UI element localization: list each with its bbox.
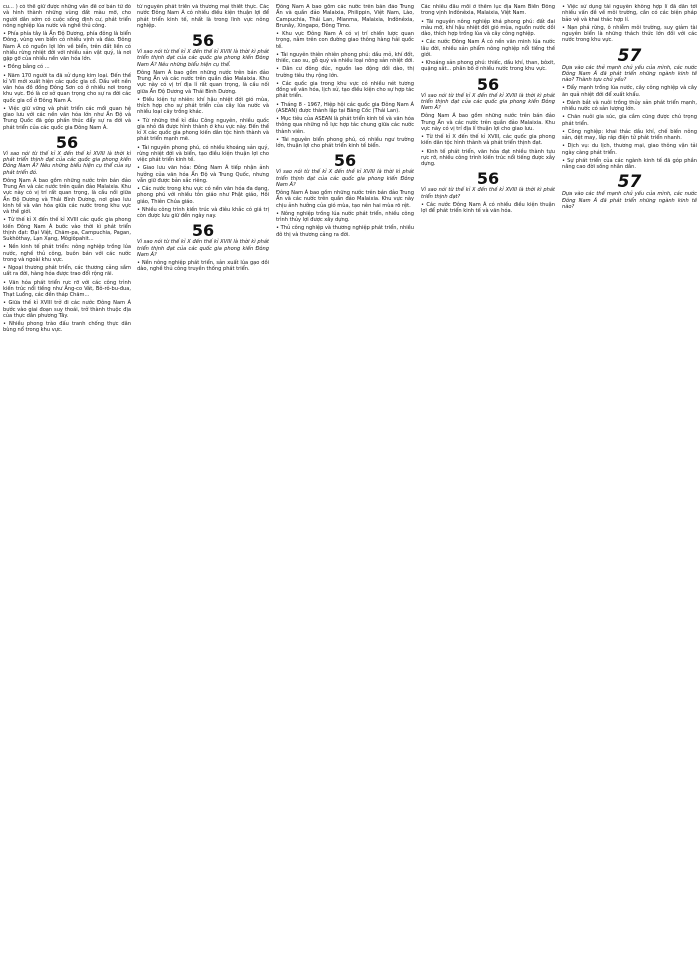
paragraph: • Điều kiện tự nhiên: khí hậu nhiệt đới gió mùa, thích hợp cho sự phát triển của cây lúa nước và nhiều loại cây trồng khác.	[137, 96, 269, 116]
paragraph: • Tài nguyên phong phú, có nhiều khoáng sản quý, rừng nhiệt đới và biển, tạo điều kiện thuận lợi cho việc phát triển kinh tế.	[137, 144, 269, 163]
paragraph: • Từ những thế kỉ đầu Công nguyên, nhiều quốc gia nhỏ đã được hình thành ở khu vực này. Đến thế kỉ X các quốc gia phong kiến dân tộc hình thành và phát triển mạnh mẽ.	[137, 117, 269, 143]
question-number: 56	[191, 221, 215, 241]
paragraph: • Nền kinh tế phát triển: nông nghiệp trồng lúa nước, nghề thủ công, buôn bán với các nước trong và ngoài khu vực.	[3, 244, 131, 263]
text-column-5	[562, 4, 697, 956]
paragraph: • Phía phía tây là Ấn Độ Dương, phía đông là biển Đông, vùng ven biển có nhiều vịnh và đảo. Đông Nam Á có nguồn lợi lớn về biển, trên đất liền có nhiều rừng nhiệt đới với nhiều sản vật quý, là nơi gặp gỡ của nhiều nền văn hóa lớn.	[3, 31, 131, 62]
question-number: 57	[617, 172, 642, 193]
paragraph: • Các nước Đông Nam Á có nền văn minh lúa nước lâu đời, nhiều sản phẩm nông nghiệp nổi tiếng thế giới.	[421, 39, 555, 58]
paragraph: • Nhiều công trình kiến trúc và điêu khắc có giá trị còn được lưu giữ đến ngày nay.	[137, 206, 269, 219]
paragraph: • Khu vực Đông Nam Á có vị trí chiến lược quan trọng, nằm trên con đường giao thông hàng hải quốc tế.	[276, 31, 414, 50]
paragraph: • Các quốc gia trong khu vực có nhiều nét tương đồng về văn hóa, lịch sử, tạo điều kiện cho sự hợp tác phát triển.	[276, 80, 414, 100]
paragraph: từ nguyên phát triển và thương mại thiết thực. Các nước Đông Nam Á có nhiều điều kiện thuận lợi để phát triển kinh tế, nhất là trong lĩnh vực nông nghiệp.	[137, 4, 269, 29]
paragraph: • Tài nguyên thiên nhiên phong phú: dầu mỏ, khí đốt, thiếc, cao su, gỗ quý và nhiều loại nông sản nhiệt đới.	[276, 51, 414, 64]
paragraph: • Chăn nuôi gia súc, gia cầm cũng được chú trọng phát triển.	[562, 114, 697, 127]
question-number: 56	[333, 151, 357, 171]
text-column-3	[276, 4, 414, 956]
question-number: 56	[476, 74, 500, 94]
paragraph: • Việc giữ vững và phát triển các mối quan hệ giao lưu với các nền văn hóa lớn như Ấn Độ và Trung Quốc đã góp phần thúc đẩy sự ra đời và phát triển của các quốc gia Đông Nam Á.	[3, 105, 131, 131]
paragraph: • Từ thế kỉ X đến thế kỉ XVIII, các quốc gia phong kiến dân tộc hình thành và phát triển thịnh đạt.	[421, 134, 555, 147]
paragraph: Đông Nam Á bao gồm những nước trên bán đảo Trung Ấn và các nước trên quần đảo Malaixia. Khu vực này có vị trí địa lí thuận lợi cho giao lưu.	[421, 113, 555, 132]
paragraph: • Các nước Đông Nam Á có nhiều điều kiện thuận lợi để phát triển kinh tế và văn hóa.	[421, 201, 555, 214]
paragraph: • Nhiều phong trào đấu tranh chống thực dân bùng nổ trong khu vực.	[3, 321, 131, 334]
question-text: Dựa vào các thẻ mạnh chủ yếu của mình, các nước Đông Nam Á đã phát triển những ngành kinh tế nào? Thành tựu chủ yếu?	[562, 64, 697, 83]
paragraph: Đông Nam Á bao gồm những nước trên bán đảo Trung Ấn và các nước trên quần đảo Malaixia. Khu vực này có vị trí rất quan trọng, là cầu nối giữa Ấn Độ Dương và Thái Bình Dương, nơi giao lưu kinh tế và văn hóa giữa các nước trong khu vực và thế giới.	[3, 177, 131, 215]
paragraph: • Văn hóa phát triển rực rỡ với các công trình kiến trúc nổi tiếng như Ăng-co Vát, Bô-rô-bu-đua, Thạt Luổng, các đền tháp Chăm...	[3, 279, 131, 298]
question-number: 57	[617, 45, 642, 66]
paragraph: • Nạn phá rừng, ô nhiễm môi trường, suy giảm tài nguyên biển là những thách thức lớn đối với các nước trong khu vực.	[562, 24, 697, 44]
paragraph: • Năm 170 người ta đã sử dụng kim loại. Đến thế kỉ VII mới xuất hiện các quốc gia cổ. Dấu vết nền văn hóa đồ đồng Đông Sơn có ở nhiều nơi trong khu vực. Đó là cơ sở quan trọng cho sự ra đời các quốc gia cổ ở Đông Nam Á.	[3, 72, 131, 104]
paragraph: • Tháng 8 - 1967, Hiệp hội các quốc gia Đông Nam Á (ASEAN) được thành lập tại Băng Cốc (Thái Lan).	[276, 101, 414, 114]
paragraph: • Kinh tế phát triển, văn hóa đạt nhiều thành tựu rực rỡ, nhiều công trình kiến trúc nổi tiếng được xây dựng.	[421, 148, 555, 167]
question-text: Vì sao nói từ thế kỉ X đến thế kỉ XVIII là thời kì phát triển thịnh đạt của các quốc gia phong kiến Đông Nam Á?	[421, 92, 555, 111]
question-text: Vì sao nói từ thế kỉ X đến thế kỉ XVIII là thời kì phát triển thịnh đạt của các quốc gia phong kiến Đông Nam Á?	[137, 239, 269, 258]
text-column-4	[421, 4, 555, 956]
paragraph: • Các nước trong khu vực có nền văn hóa đa dạng, phong phú với nhiều tôn giáo như Phật giáo, Hồi giáo, Thiên Chúa giáo.	[137, 186, 269, 205]
paragraph: • Dịch vụ: du lịch, thương mại, giao thông vận tải ngày càng phát triển.	[562, 143, 697, 156]
paragraph: • Thủ công nghiệp và thương nghiệp phát triển, nhiều đô thị và thương cảng ra đời.	[276, 225, 414, 238]
paragraph: Đông Nam Á bao gồm những nước trên bán đảo Trung Ấn và các nước trên quần đảo Malaixia. Khu vực này có vị trí địa lí rất quan trọng, là cầu nối giữa Ấn Độ Dương và Thái Bình Dương.	[137, 69, 269, 95]
paragraph: • Tài nguyên biển phong phú, có nhiều ngư trường lớn, thuận lợi cho phát triển kinh tế biển.	[276, 136, 414, 149]
paragraph: • Dân cư đông đúc, nguồn lao động dồi dào, thị trường tiêu thụ rộng lớn.	[276, 66, 414, 79]
paragraph: • Sự phát triển của các ngành kinh tế đã góp phần nâng cao đời sống nhân dân.	[562, 157, 697, 170]
paragraph: • Đồng bằng có ...	[3, 64, 50, 71]
paragraph: • Tài nguyên nông nghiệp khá phong phú: đất đai màu mỡ, khí hậu nhiệt đới gió mùa, nguồn nước dồi dào, thích hợp trồng lúa và cây công nghiệp.	[421, 18, 555, 37]
paragraph: • Khoáng sản phong phú: thiếc, dầu khí, than, bôxit, quặng sắt... phân bố ở nhiều nước trong khu vực.	[421, 60, 555, 73]
question-text: Dựa vào các thế mạnh chủ yếu của mình, các nước Đông Nam Á đã phát triển những ngành kinh tế nào?	[562, 191, 697, 210]
paragraph: Các nhiều đầu mối ở thềm lục địa Nam Biển Đông trong vịnh Inđônêxia, Malaixia, Việt Nam.	[421, 4, 555, 17]
question-text: Vì sao nói từ thế kỉ X đến thế kỉ XVIII là thời kì phát triển thịnh đạt của các quốc gia phong kiến Đông Nam Á?	[276, 169, 414, 188]
paragraph: • Đẩy mạnh trồng lúa nước, cây công nghiệp và cây ăn quả nhiệt đới để xuất khẩu.	[562, 85, 697, 98]
paragraph: • Nền nông nghiệp phát triển, sản xuất lúa gạo dồi dào, nghề thủ công truyền thống phát triển.	[137, 260, 269, 273]
paragraph: • Nông nghiệp trồng lúa nước phát triển, nhiều công trình thủy lợi được xây dựng.	[276, 210, 414, 223]
paragraph: • Việc sử dụng tài nguyên không hợp lí đã dẫn tới nhiều vấn đề về môi trường, cần có các biện pháp bảo vệ và khai thác hợp lí.	[562, 4, 697, 23]
paragraph: • Ngoại thương phát triển, các thương cảng sầm uất ra đời, hàng hóa được trao đổi rộng rãi.	[3, 265, 131, 278]
question-text: Vì sao nói từ thế kỉ X đến thế kỉ XVIII là thời kì phát triển thịnh đạt của các quốc gia phong kiến Đông Nam Á? Nêu những biểu hiện cụ thể.	[137, 49, 269, 68]
paragraph: • Đánh bắt và nuôi trồng thủy sản phát triển mạnh, nhiều nước có sản lượng lớn.	[562, 99, 697, 112]
question-text: Vì sao nói từ thế kỉ X đến thế kỉ XVIII là thời kì phát triển thịnh đạt?	[421, 187, 555, 200]
paragraph: Đông Nam Á bao gồm các nước trên bán đảo Trung Ấn và quần đảo Malaixia, Philippin, Việt Nam, Lào, Campuchia, Thái Lan, Mianma, Malaixia, Inđônêxia, Brunây, Xingapo, Đông Timo.	[276, 4, 414, 29]
question-number: 56	[191, 31, 215, 50]
paragraph: • Công nghiệp: khai thác dầu khí, chế biến nông sản, dệt may, lắp ráp điện tử phát triển nhanh.	[562, 128, 697, 141]
paragraph: cu... ) có thể giữ được những vấn đề cơ bản từ đó và hình thành những vùng đất màu mỡ, cho người dân sớm có cuộc sống định cư, phát triển nông nghiệp lúa nước và nghề thủ công.	[3, 4, 131, 29]
text-column-1	[3, 4, 131, 956]
paragraph: • Giao lưu văn hóa: Đông Nam Á tiếp nhận ảnh hưởng của văn hóa Ấn Độ và Trung Quốc, nhưng vẫn giữ được bản sắc riêng.	[137, 165, 269, 184]
paragraph: • Mục tiêu của ASEAN là phát triển kinh tế và văn hóa thông qua những nỗ lực hợp tác chung giữa các nước thành viên.	[276, 116, 414, 135]
question-text: Vì sao nói từ thế kỉ X đến thế kỉ XVIII là thời kì phát triển thịnh đạt của các quốc gia phong kiến Đông Nam Á? Nêu những biểu hiện cụ thể của sự phát triển đó.	[3, 150, 131, 176]
paragraph: • Giữa thế kỉ XVIII trở đi các nước Đông Nam Á bước vào giai đoạn suy thoái, trở thành thuộc địa của thực dân phương Tây.	[3, 300, 131, 319]
text-column-2	[137, 4, 269, 956]
question-number: 56	[55, 132, 79, 152]
paragraph: • Từ thế kỉ X đến thế kỉ XVIII các quốc gia phong kiến Đông Nam Á bước vào thời kì phát triển thịnh đạt: Đại Việt, Chăm-pa, Campuchia, Pagan, Sukhôthay, Lạn Xạng, Môgiôpahit...	[3, 217, 131, 242]
question-number: 56	[476, 169, 500, 189]
paragraph: Đông Nam Á bao gồm những nước trên bán đảo Trung Ấn và các nước trên quần đảo Malaixia. Khu vực này chịu ảnh hưởng của gió mùa, tạo nên hai mùa rõ rệt.	[276, 190, 414, 209]
